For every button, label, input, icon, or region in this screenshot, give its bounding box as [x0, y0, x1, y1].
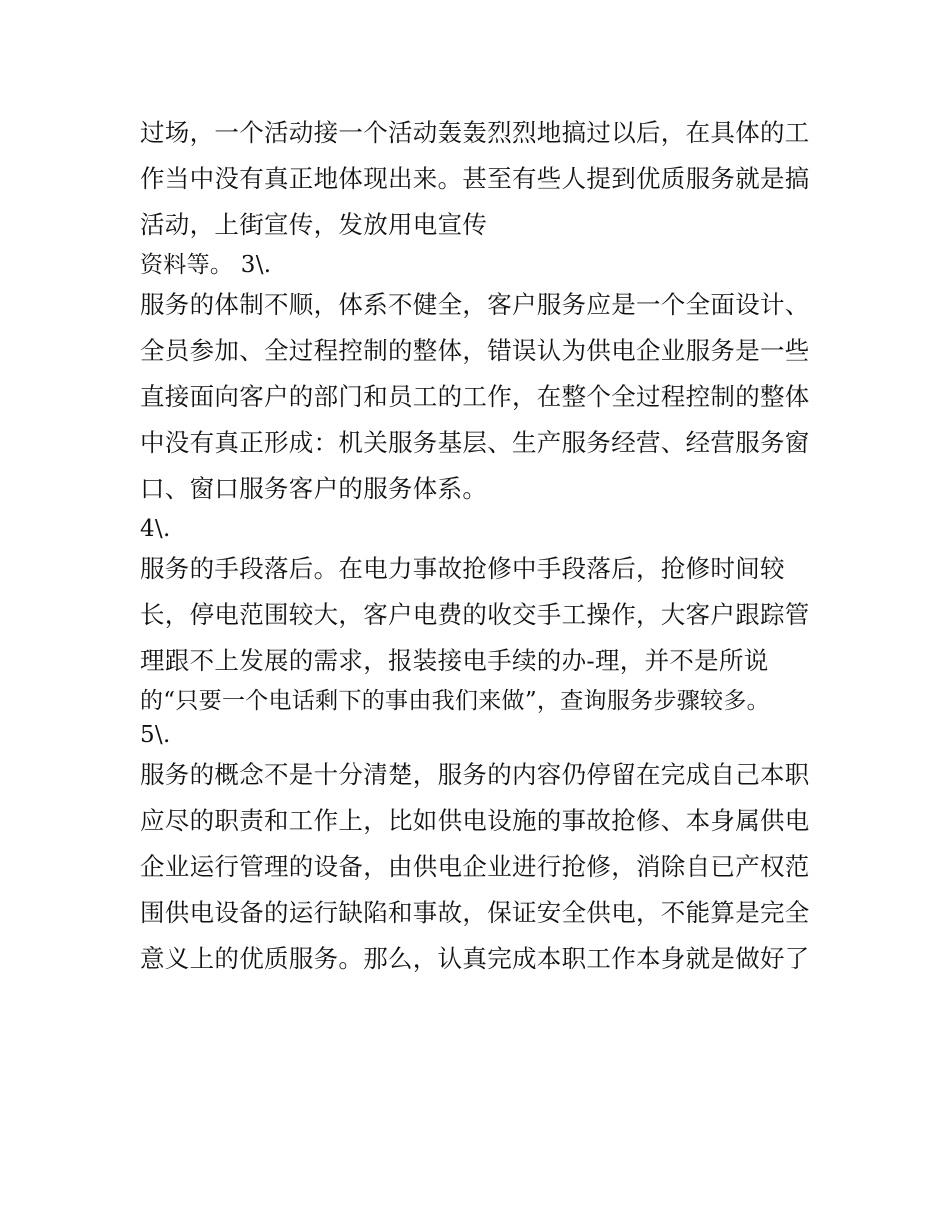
text-line: 围供电设备的运行缺陷和事故，保证安全供电，不能算是完全: [140, 898, 810, 927]
text-line: 中没有真正形成：机关服务基层、生产服务经营、经营服务窗: [140, 428, 810, 457]
document-body: [140, 110, 820, 982]
text-line: 活动，上街宣传，发放用电宣传: [140, 210, 488, 239]
text-line: 理跟不上发展的需求，报装接电手续的办-理，并不是所说: [140, 646, 769, 675]
text-line: 5\.: [140, 722, 171, 748]
text-line: 服务的体制不顺，体系不健全，客户服务应是一个全面设计、: [140, 290, 810, 319]
text-line: 全员参加、全过程控制的整体，错误认为供电企业服务是一些: [140, 336, 810, 365]
text-line: 服务的概念不是十分清楚，服务的内容仍停留在完成自己本职: [140, 760, 810, 789]
text-line: 应尽的职责和工作上，比如供电设施的事故抢修、本身属供电: [140, 806, 810, 835]
text-line: 直接面向客户的部门和员工的工作，在整个全过程控制的整体: [140, 382, 810, 411]
text-line: 企业运行管理的设备，由供电企业进行抢修，消除自已产权范: [140, 852, 810, 881]
text-line: 过场，一个活动接一个活动轰轰烈烈地搞过以后，在具体的工: [140, 118, 810, 147]
text-line: 长，停电范围较大，客户电费的收交手工操作，大客户跟踪管: [140, 600, 810, 629]
text-line: 服务的手段落后。在电力事故抢修中手段落后，抢修时间较: [140, 554, 785, 583]
text-line: 4\.: [140, 516, 171, 542]
text-line: 作当中没有真正地体现出来。甚至有些人提到优质服务就是搞: [140, 164, 810, 193]
text-line: 资料等。 3\.: [140, 252, 272, 278]
text-line: 意义上的优质服务。那么，认真完成本职工作本身就是做好了: [140, 944, 810, 973]
text-line: 口、窗口服务客户的服务体系。: [140, 474, 488, 503]
text-line: 的“只要一个电话剩下的事由我们来做”，查询服务步骤较多。: [140, 688, 770, 714]
